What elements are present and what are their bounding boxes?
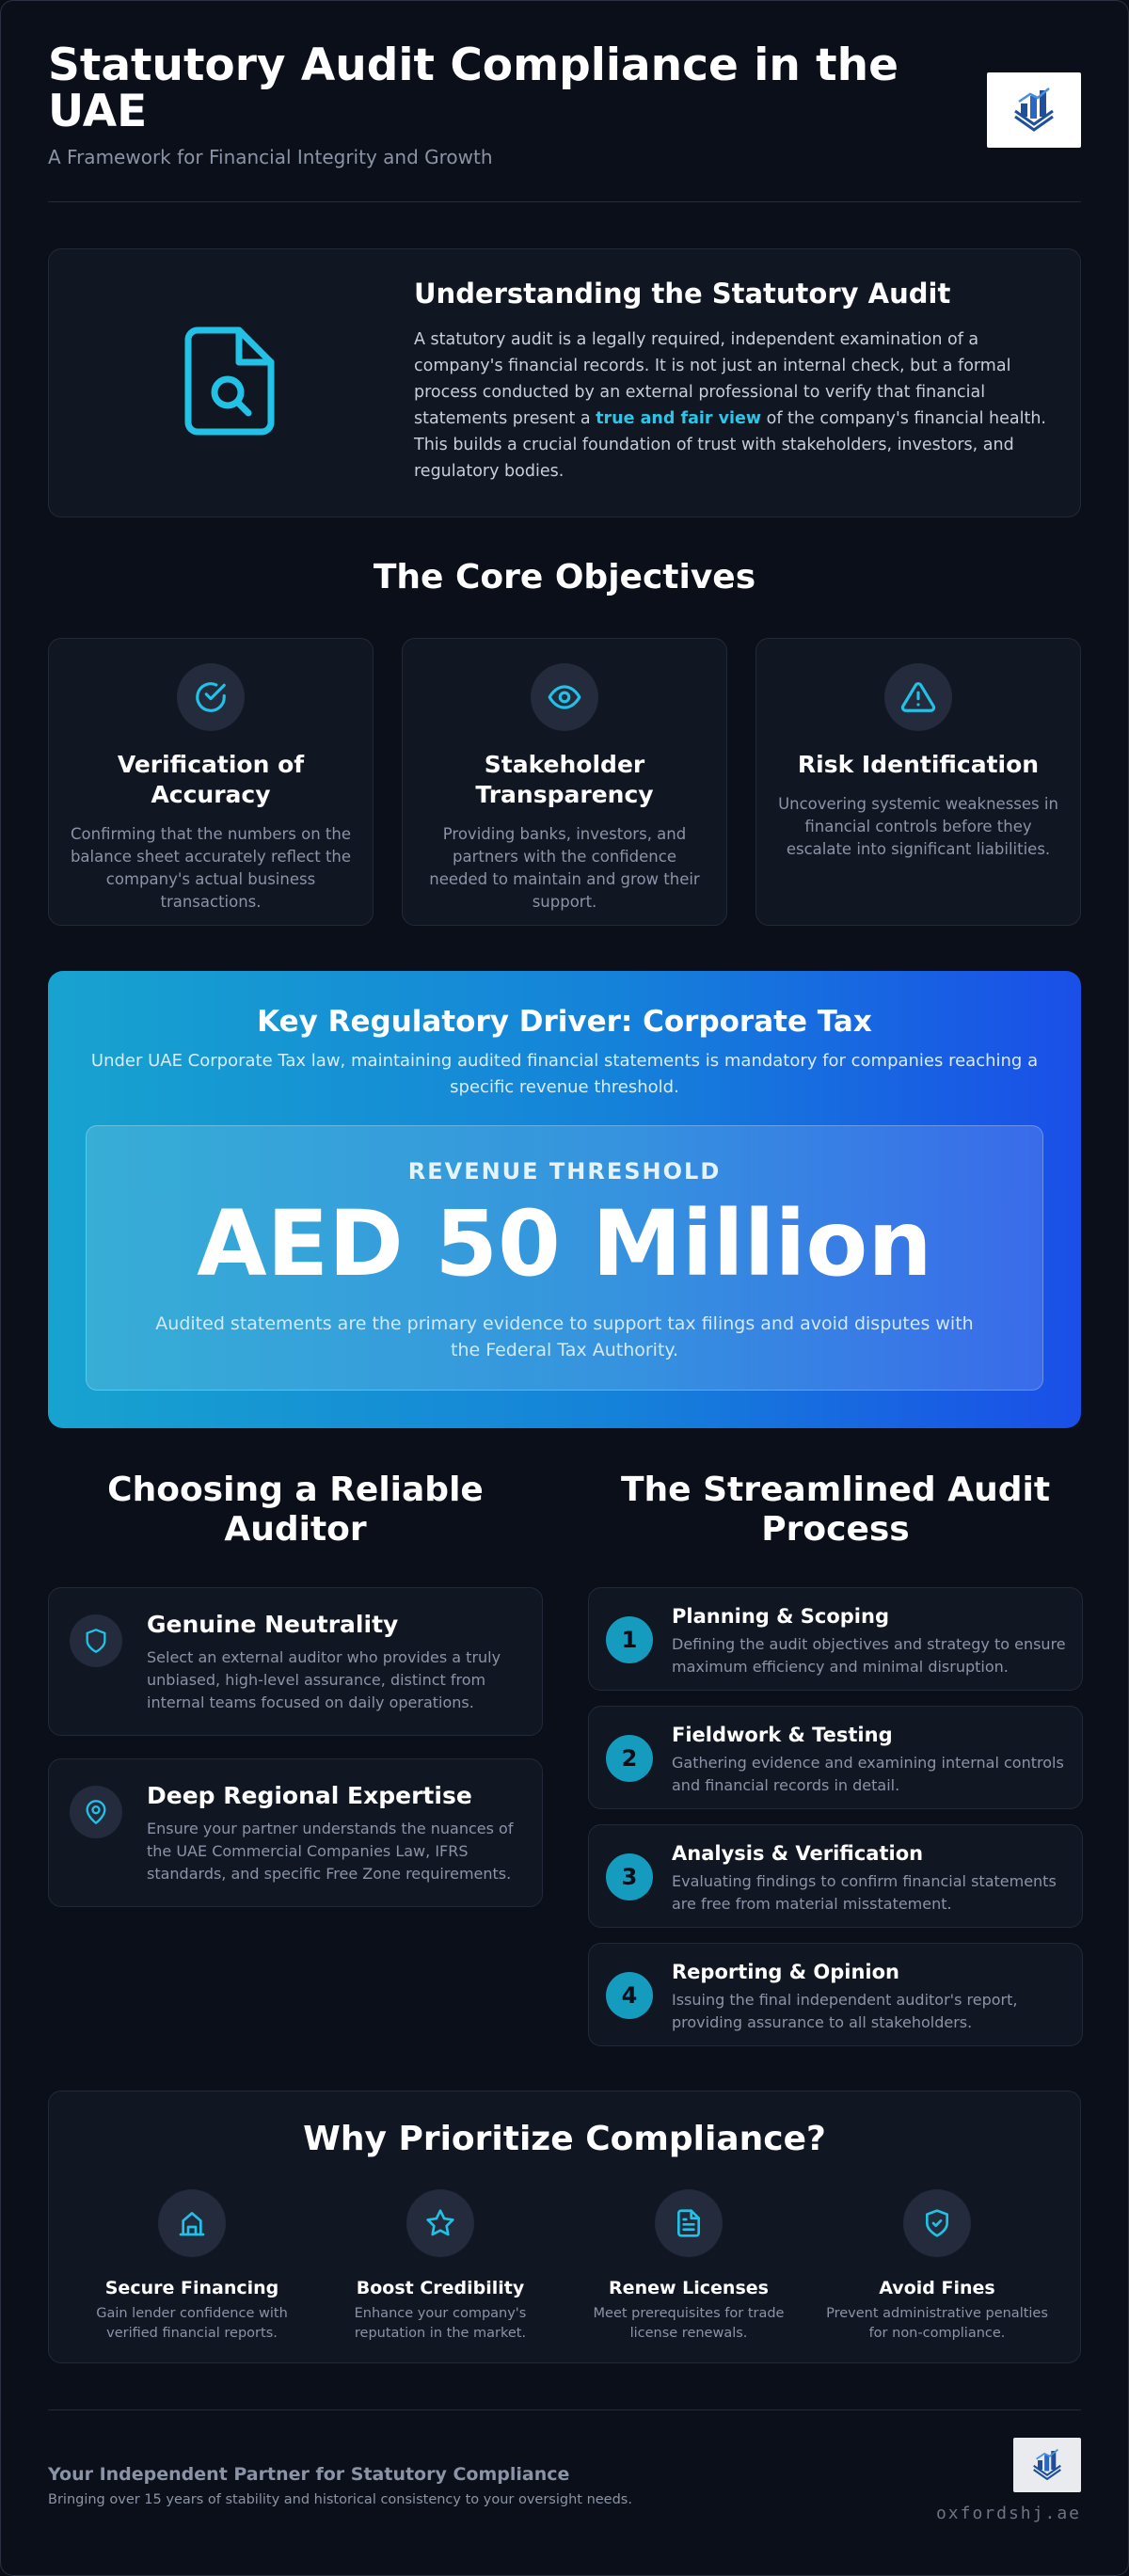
true-fair-view-highlight: true and fair view <box>596 409 762 428</box>
step-number: 1 <box>606 1616 653 1663</box>
threshold-box <box>86 1125 1043 1391</box>
why-item <box>576 2189 802 2344</box>
tax-description: Under UAE Corporate Tax law, maintaining audited financial statements is mandatory for companies reaching a specific revenue threshold. <box>90 1051 1039 1097</box>
process-title: The Streamlined Audit Process <box>620 1471 1051 1549</box>
header-divider <box>48 201 1081 202</box>
location-pin-icon <box>70 1786 122 1838</box>
process-step <box>588 1587 1083 1691</box>
objectives-row <box>48 638 1081 926</box>
why-item <box>79 2189 305 2344</box>
auditor-card-desc: Select an external auditor who provides a truly unbiased, high-level assurance, distinct from internal teams focused on daily operations. <box>147 1648 501 1711</box>
understanding-card <box>48 248 1081 517</box>
footer-subtitle: Bringing over 15 years of stability and historical consistency to your oversight needs. <box>48 2492 632 2507</box>
tax-heading: Key Regulatory Driver: Corporate Tax <box>257 1005 872 1039</box>
process-step <box>588 1943 1083 2046</box>
understanding-heading: Understanding the Statutory Audit <box>414 278 951 310</box>
auditor-card-title: Deep Regional Expertise <box>147 1782 472 1809</box>
objective-desc: Confirming that the numbers on the balance sheet accurately reflect the company's actual business transactions. <box>70 825 352 911</box>
bank-icon <box>158 2189 226 2257</box>
step-title: Planning & Scoping <box>672 1605 889 1628</box>
footer <box>48 2438 1081 2541</box>
objectives-title: The Core Objectives <box>373 558 756 596</box>
auditor-card-title: Genuine Neutrality <box>147 1611 399 1638</box>
page-title: Statutory Audit Compliance in the UAE <box>48 40 898 137</box>
step-number: 4 <box>606 1972 653 2019</box>
step-desc: Gathering evidence and examining internal controls and financial records in detail. <box>672 1754 1064 1794</box>
auditor-title: Choosing a Reliable Auditor <box>107 1471 484 1549</box>
step-title: Analysis & Verification <box>672 1842 924 1865</box>
why-item-title: Avoid Fines <box>879 2278 995 2298</box>
step-number: 3 <box>606 1853 653 1900</box>
objective-card <box>402 638 727 926</box>
tax-banner <box>48 971 1081 1428</box>
threshold-value: AED 50 Million <box>197 1191 932 1296</box>
why-item-desc: Enhance your company's reputation in the market. <box>354 2306 527 2341</box>
footer-logo-icon <box>1013 2438 1081 2492</box>
building-chart-logo-icon <box>987 72 1081 148</box>
step-desc: Defining the audit objectives and strategy to ensure maximum efficiency and minimal disruption. <box>672 1635 1066 1676</box>
auditor-column <box>48 1471 543 1930</box>
understanding-text: A statutory audit is a legally required, independent examination of a company's financial records. It is not just an internal check, but a formal process conducted by an external professional to verify that financial statements present a true and fair view of the company's financial health. This builds a crucial foundation of trust with stakeholders, investors, and regulatory bodies. <box>414 330 1046 481</box>
shield-icon <box>70 1614 122 1667</box>
step-desc: Issuing the final independent auditor's report, providing assurance to all stakeholders. <box>672 1991 1018 2031</box>
footer-title: Your Independent Partner for Statutory Compliance <box>48 2464 570 2485</box>
step-number: 2 <box>606 1735 653 1782</box>
why-item-title: Secure Financing <box>104 2278 279 2298</box>
threshold-note: Audited statements are the primary evidence to support tax filings and avoid disputes with the Federal Tax Authority. <box>155 1313 974 1360</box>
footer-divider <box>48 2409 1081 2410</box>
step-title: Fieldwork & Testing <box>672 1724 893 1746</box>
check-circle-icon <box>177 663 245 731</box>
star-icon <box>406 2189 474 2257</box>
process-column <box>588 1471 1083 2061</box>
document-search-icon <box>181 325 278 441</box>
objective-title: Risk Identification <box>797 751 1040 778</box>
auditor-card-desc: Ensure your partner understands the nuances of the UAE Commercial Companies Law, IFRS standards, and specific Free Zone requirements. <box>147 1820 514 1883</box>
why-item-desc: Meet prerequisites for trade license renewals. <box>593 2306 785 2341</box>
objective-desc: Providing banks, investors, and partners with the confidence needed to maintain and grow their support. <box>429 825 700 911</box>
why-item-desc: Prevent administrative penalties for non-compliance. <box>826 2306 1048 2341</box>
auditor-card <box>48 1587 543 1736</box>
page-subtitle: A Framework for Financial Integrity and Growth <box>48 146 493 168</box>
why-item <box>824 2189 1050 2344</box>
objective-title: Verification of Accuracy <box>117 751 305 808</box>
why-item-desc: Gain lender confidence with verified financial reports. <box>96 2306 288 2341</box>
threshold-label: REVENUE THRESHOLD <box>407 1158 722 1185</box>
objective-card <box>48 638 374 926</box>
header <box>48 42 1081 202</box>
objective-desc: Uncovering systemic weaknesses in financial controls before they escalate into significant liabilities. <box>778 795 1058 858</box>
why-item-title: Boost Credibility <box>356 2278 525 2298</box>
objective-title: Stakeholder Transparency <box>475 751 654 808</box>
why-compliance-card <box>48 2091 1081 2363</box>
why-item-title: Renew Licenses <box>609 2278 769 2298</box>
objective-card <box>755 638 1081 926</box>
file-text-icon <box>655 2189 723 2257</box>
process-step <box>588 1706 1083 1809</box>
process-step <box>588 1824 1083 1928</box>
auditor-card <box>48 1758 543 1907</box>
shield-check-icon <box>903 2189 971 2257</box>
step-desc: Evaluating findings to confirm financial statements are free from material misstatement. <box>672 1872 1057 1913</box>
warning-icon <box>884 663 952 731</box>
why-title: Why Prioritize Compliance? <box>303 2120 826 2158</box>
step-title: Reporting & Opinion <box>672 1961 899 1983</box>
why-item <box>327 2189 553 2344</box>
footer-domain-link[interactable]: oxfordshj.ae <box>935 2504 1081 2523</box>
eye-icon <box>531 663 598 731</box>
